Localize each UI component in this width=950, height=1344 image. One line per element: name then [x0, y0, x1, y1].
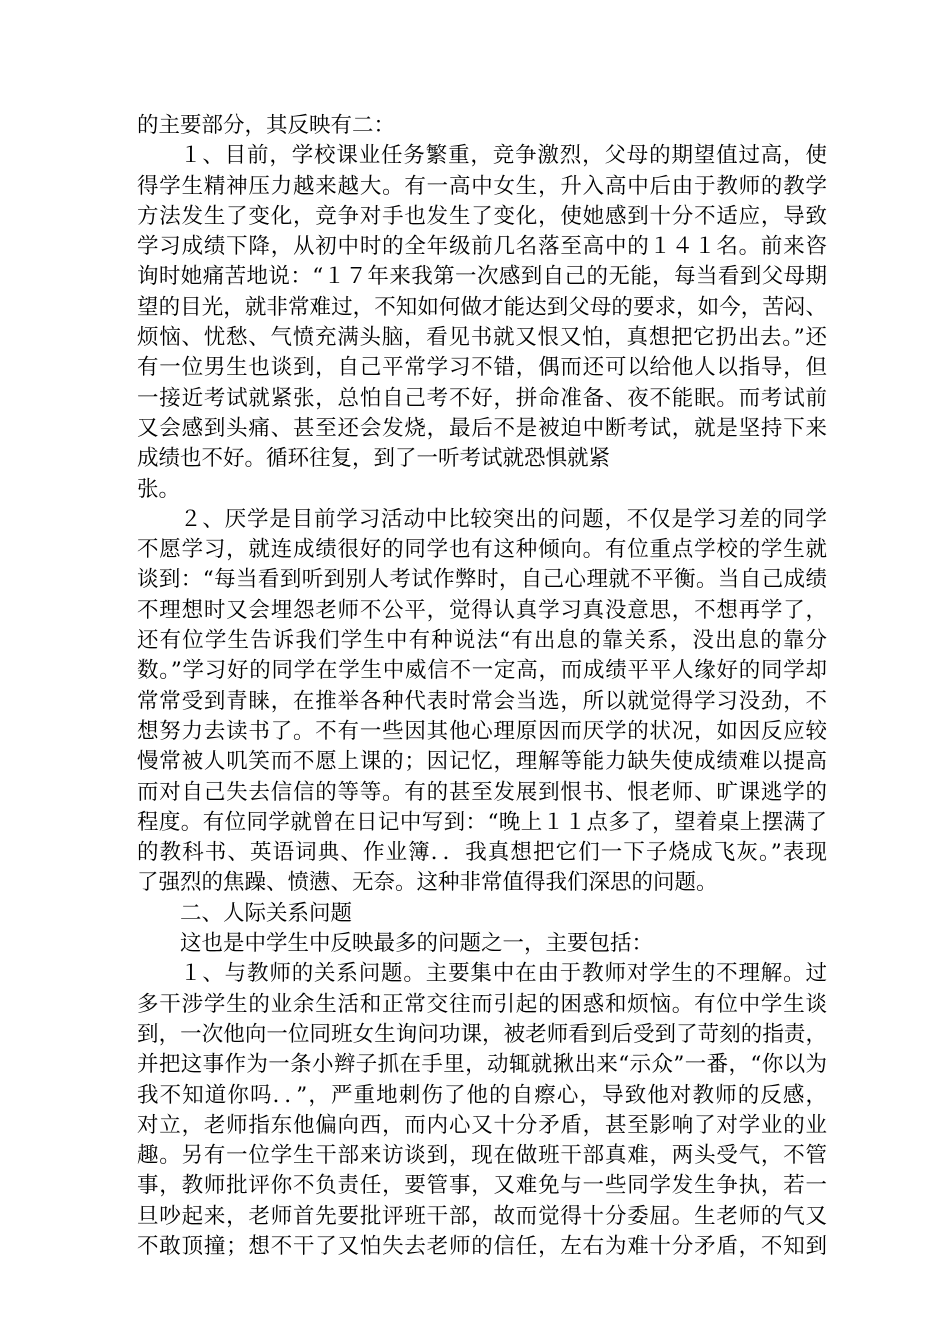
text-line: 并把这事作为一条小辫子抓在手里，动辄就揪出来“示众”一番，“你以为: [137, 1052, 827, 1078]
text-line: 询时她痛苦地说：“１７年来我第一次感到自己的无能，每当看到父母期: [137, 264, 827, 290]
text-line: 又会感到头痛、甚至还会发烧，最后不是被迫中断考试，就是坚持下来: [137, 415, 827, 441]
text-line: １、目前，学校课业任务繁重，竞争激烈，父母的期望值过高，使: [180, 143, 827, 169]
text-line: 谈到：“每当看到听到别人考试作弊时，自己心理就不平衡。当自己成绩: [137, 567, 827, 593]
text-line: 不敢顶撞；想不干了又怕失去老师的信任，左右为难十分矛盾，不知到: [137, 1233, 827, 1259]
text-line: 慢常被人叽笑而不愿上课的；因记忆，理解等能力缺失使成绩难以提高: [137, 749, 827, 775]
text-line: 学习成绩下降，从初中时的全年级前几名落至高中的１４１名。前来咨: [137, 234, 827, 260]
text-line: 数。”学习好的同学在学生中威信不一定高，而成绩平平人缘好的同学却: [137, 658, 827, 684]
text-line: 常常受到青睐，在推举各种代表时常会当选，所以就觉得学习没劲，不: [137, 688, 827, 714]
text-line: 不愿学习，就连成绩很好的同学也有这种倾向。有位重点学校的学生就: [137, 537, 827, 563]
text-line: 多干涉学生的业余生活和正常交往而引起的困惑和烦恼。有位中学生谈: [137, 991, 827, 1017]
text-line: 一接近考试就紧张，总怕自己考不好，拼命准备、夜不能眠。而考试前: [137, 385, 827, 411]
text-line: 方法发生了变化，竞争对手也发生了变化，使她感到十分不适应，导致: [137, 203, 827, 229]
text-line: 这也是中学生中反映最多的问题之一，主要包括：: [180, 931, 654, 957]
text-line: 二、人际关系问题: [180, 900, 353, 926]
text-line: 有一位男生也谈到，自己平常学习不错，偶而还可以给他人以指导，但: [137, 355, 827, 381]
text-line: 到，一次他向一位同班女生询问功课，被老师看到后受到了苛刻的指责，: [137, 1021, 827, 1047]
text-line: 还有位学生告诉我们学生中有种说法“有出息的靠关系，没出息的靠分: [137, 628, 827, 654]
text-line: 的主要部分，其反映有二：: [137, 113, 396, 138]
text-line: 烦恼、忧愁、气愤充满头脑，看见书就又恨又怕，真想把它扔出去。”还: [137, 325, 827, 351]
body-text: [137, 111, 827, 1262]
text-line: 我不知道你吗．．”，严重地刺伤了他的自瘵心，导致他对教师的反感，: [137, 1082, 827, 1108]
text-line: 旦吵起来，老师首先要批评班干部，故而觉得十分委屈。生老师的气又: [137, 1203, 827, 1229]
text-line: 成绩也不好。循环往复，到了一听考试就恐惧就紧: [137, 446, 611, 472]
text-line: 张。: [137, 476, 181, 502]
text-line: 而对自己失去信信的等等。有的甚至发展到恨书、恨老师、旷课逃学的: [137, 779, 827, 805]
text-line: 不理想时又会埋怨老师不公平，觉得认真学习真没意思，不想再学了，: [137, 597, 827, 623]
text-line: 得学生精神压力越来越大。有一高中女生，升入高中后由于教师的教学: [137, 173, 827, 199]
text-line: 的教科书、英语词典、作业簿．．我真想把它们一下子烧成飞灰。”表现: [137, 840, 827, 866]
text-line: 事，教师批评你不负责任，要管事，又难免与一些同学发生争执，若一: [137, 1173, 827, 1199]
text-line: 趣。另有一位学生干部来访谈到，现在做班干部真难，两头受气，不管: [137, 1143, 827, 1169]
text-line: 了强烈的焦躁、愤懑、无奈。这种非常值得我们深思的问题。: [137, 870, 718, 896]
text-line: 望的目光，就非常难过，不知如何做才能达到父母的要求，如今，苦闷、: [137, 294, 827, 320]
text-line: １、与教师的关系问题。主要集中在由于教师对学生的不理解。过: [180, 961, 827, 987]
text-line: 程度。有位同学就曾在日记中写到：“晚上１１点多了，望着桌上摆满了: [137, 809, 827, 835]
text-line: 想努力去读书了。不有一些因其他心理原因而厌学的状况，如因反应较: [137, 718, 827, 744]
text-line: ２、厌学是目前学习活动中比较突出的问题，不仅是学习差的同学: [180, 506, 827, 532]
text-line: 对立，老师指东他偏向西，而内心又十分矛盾，甚至影响了对学业的业: [137, 1112, 827, 1138]
